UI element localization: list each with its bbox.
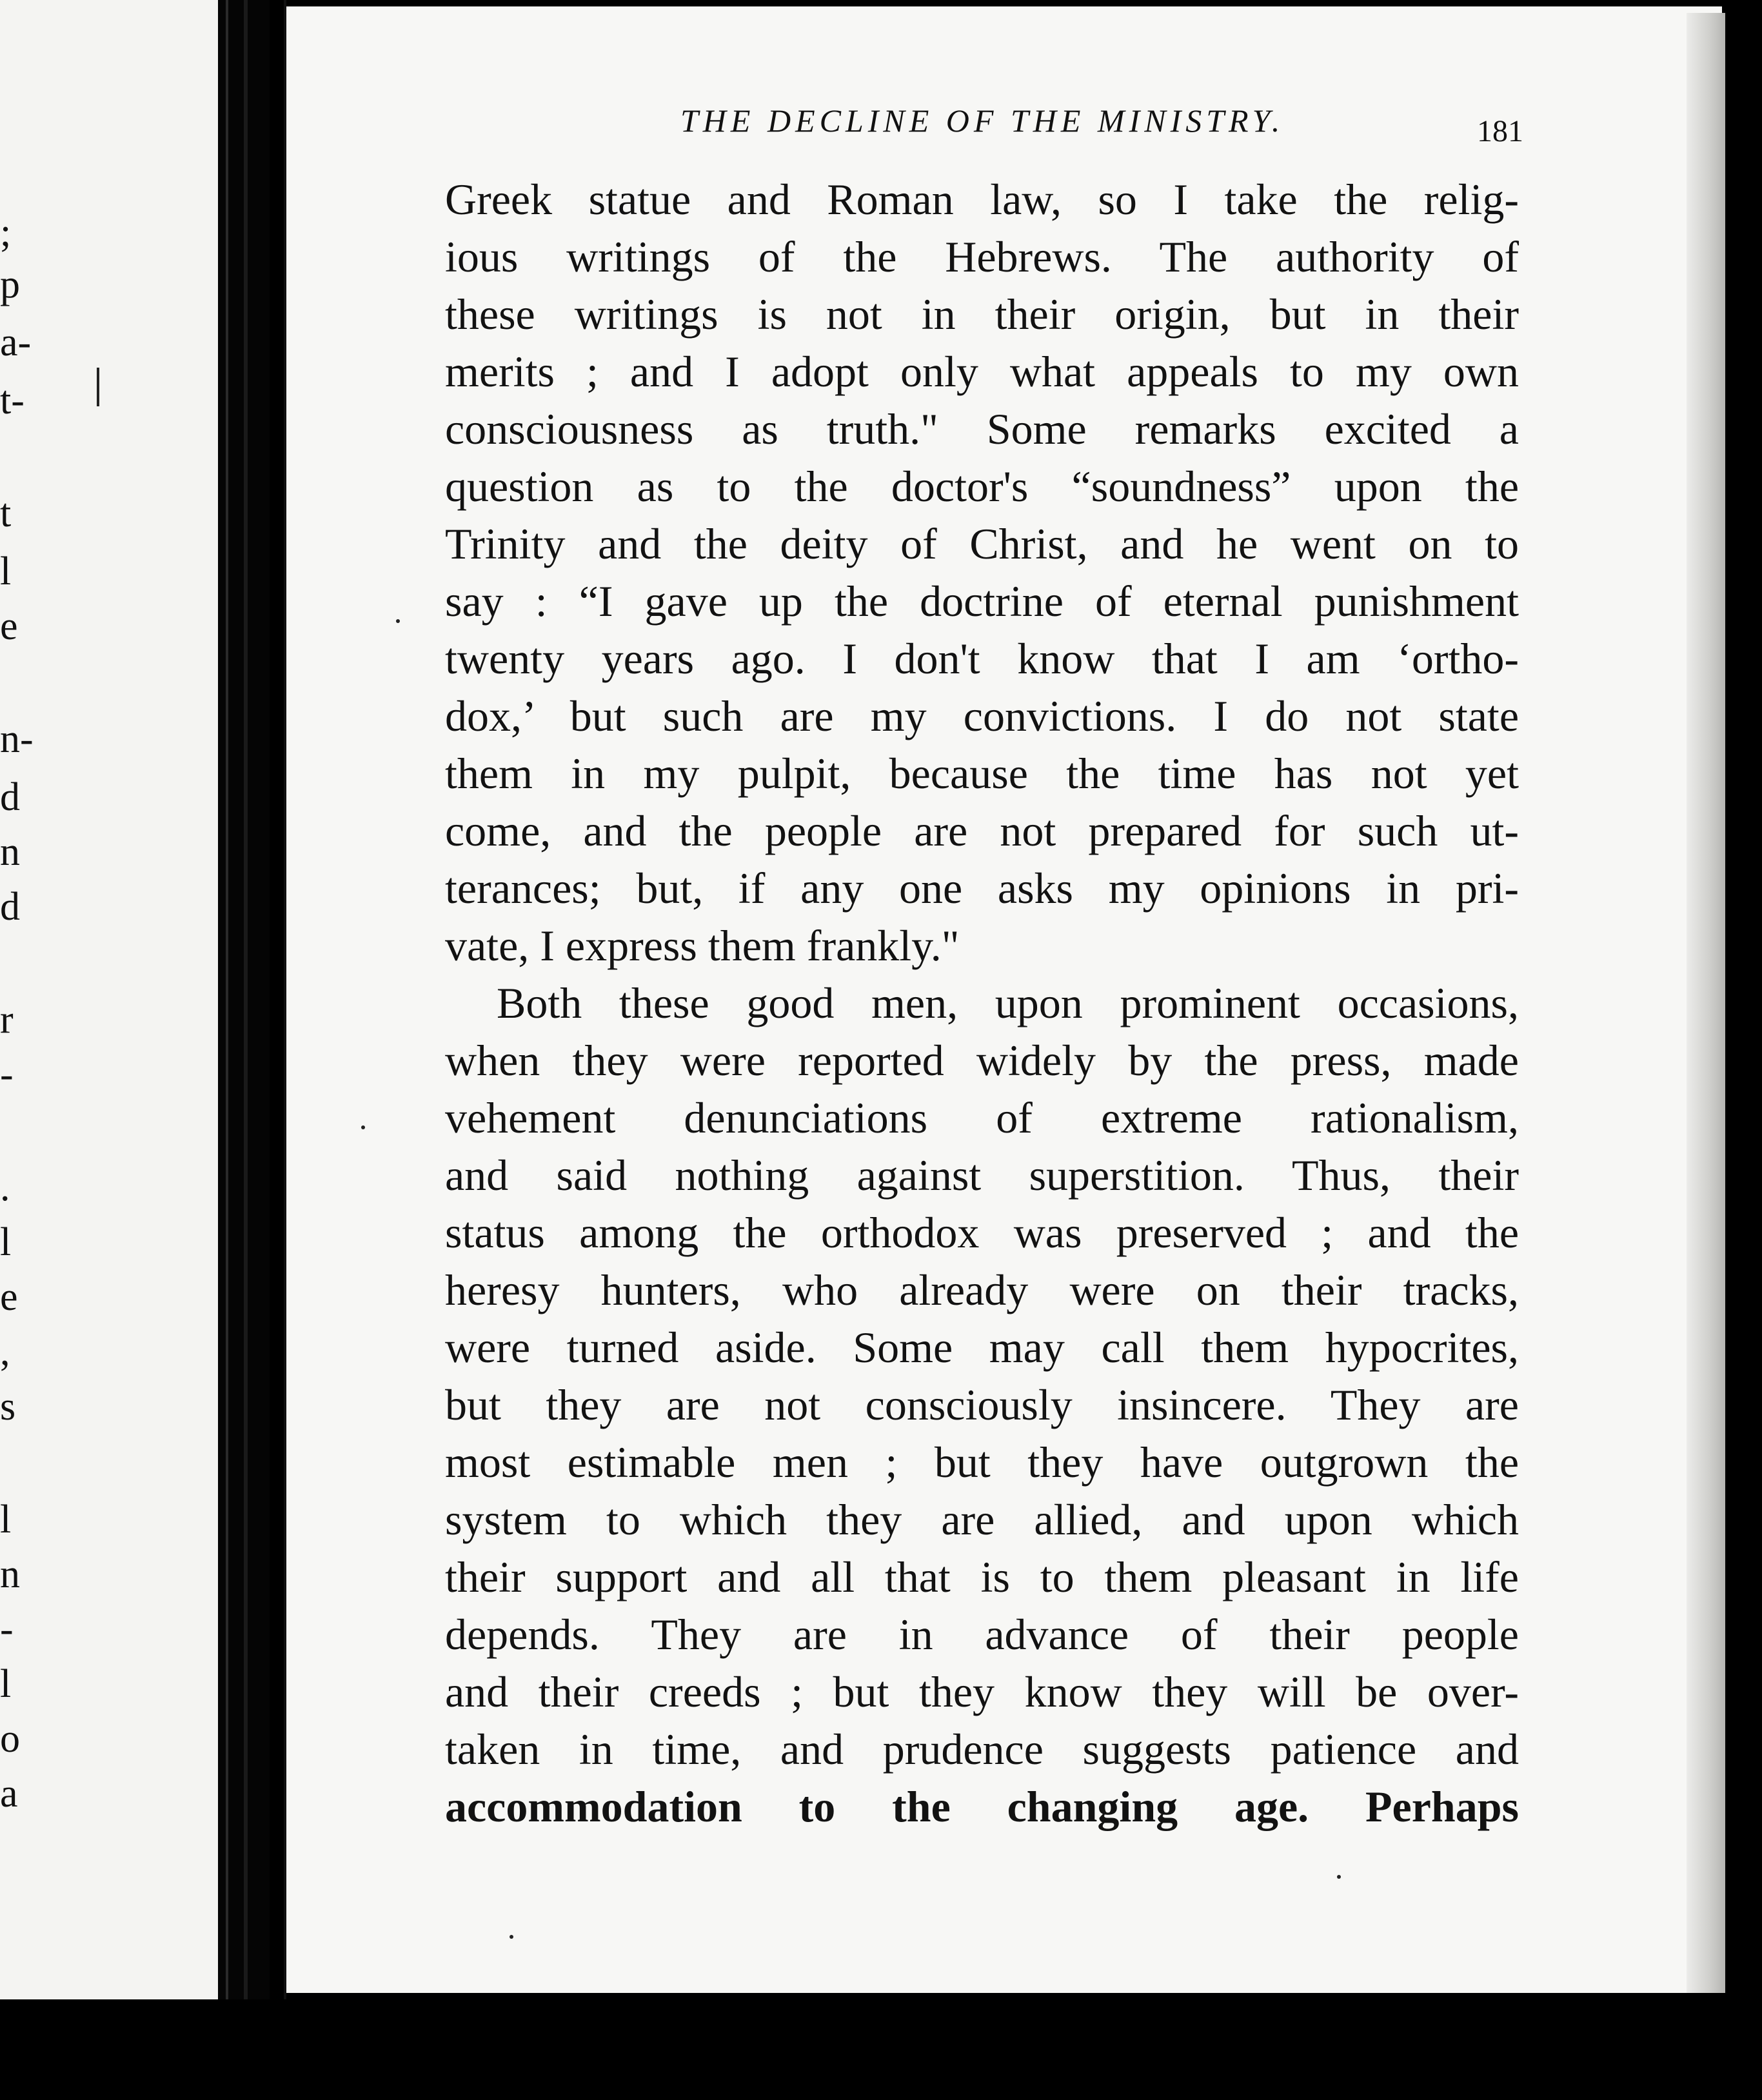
- text-line: and said nothing against superstition. Thus, their: [445, 1151, 1519, 1200]
- binding-line: [244, 0, 248, 2100]
- text-line: Both these good men, upon prominent occasions,: [497, 978, 1519, 1027]
- text-line: system to which they are allied, and upon which: [445, 1495, 1519, 1544]
- fragment: e: [0, 1275, 18, 1319]
- text-line: twenty years ago. I don't know that I am ‘ortho-: [445, 634, 1519, 683]
- fragment: a-: [0, 321, 32, 364]
- text-line: were turned aside. Some may call them hypocrites,: [445, 1323, 1519, 1372]
- text-line: question as to the doctor's “soundness” upon the: [445, 462, 1519, 511]
- ink-speck: [396, 619, 400, 623]
- paragraph-2: [445, 975, 1519, 1836]
- fragment: ,: [0, 1330, 10, 1374]
- fragment: -: [0, 1053, 14, 1096]
- fragment: s: [0, 1385, 16, 1429]
- fragment: a: [0, 1772, 18, 1816]
- fragment: n-: [0, 717, 34, 761]
- fragment: t: [0, 491, 12, 535]
- fragment: .: [0, 1165, 10, 1209]
- text-line: come, and the people are not prepared for such ut-: [445, 806, 1519, 855]
- text-line: accommodation to the changing age. Perhaps: [445, 1782, 1519, 1831]
- ink-speck: [510, 1935, 513, 1939]
- text-line: taken in time, and prudence suggests patience and: [445, 1725, 1519, 1774]
- text-line: say : “I gave up the doctrine of eternal punishment: [445, 577, 1519, 626]
- text-line: most estimable men ; but they have outgrown the: [445, 1438, 1519, 1487]
- fragment: -: [0, 1607, 14, 1651]
- previous-page-fragment: [0, 0, 218, 1999]
- paragraph-1: [445, 171, 1519, 975]
- binding-line: [226, 0, 228, 2100]
- text-line: vate, I express them frankly.": [445, 921, 960, 970]
- body-text: [445, 171, 1519, 1836]
- fragment: l: [0, 1220, 12, 1264]
- fragment: l: [0, 550, 12, 593]
- text-line: but they are not consciously insincere. They are: [445, 1380, 1519, 1429]
- text-line: Greek statue and Roman law, so I take the relig-: [445, 175, 1519, 224]
- text-line: merits ; and I adopt only what appeals to my own: [445, 347, 1519, 396]
- page-inner-edge: [284, 0, 286, 2100]
- fragment: r: [0, 998, 14, 1042]
- page-edge-shadow: [1687, 13, 1725, 1993]
- text-line: heresy hunters, who already were on their tracks,: [445, 1265, 1519, 1314]
- text-line: them in my pulpit, because the time has not yet: [445, 749, 1519, 798]
- fragment: l: [0, 1498, 12, 1541]
- fragment: d: [0, 775, 20, 819]
- text-line: status among the orthodox was preserved ; and the: [445, 1208, 1519, 1257]
- running-head: THE DECLINE OF THE MINISTRY.: [680, 103, 1285, 139]
- text-line: these writings is not in their origin, but in their: [445, 290, 1519, 339]
- fragment: n: [0, 830, 20, 874]
- scan-bottom-border: [0, 1999, 1762, 2100]
- ink-speck: [1337, 1875, 1341, 1879]
- margin-mark: [97, 368, 99, 406]
- fragment: n: [0, 1552, 20, 1596]
- text-line: ious writings of the Hebrews. The authority of: [445, 232, 1519, 281]
- page-number: 181: [1477, 114, 1523, 148]
- fragment: o: [0, 1717, 20, 1761]
- fragment: t-: [0, 379, 25, 422]
- fragment: p: [0, 262, 20, 306]
- text-line: depends. They are in advance of their people: [445, 1610, 1519, 1659]
- text-line: dox,’ but such are my convictions. I do not state: [445, 691, 1519, 740]
- fragment: ;: [0, 211, 12, 255]
- text-line: terances; but, if any one asks my opinions in pri-: [445, 864, 1519, 913]
- text-line: and their creeds ; but they know they will be over-: [445, 1667, 1519, 1716]
- text-line: Trinity and the deity of Christ, and he went on to: [445, 519, 1519, 568]
- fragment: e: [0, 604, 18, 648]
- ink-speck: [361, 1125, 365, 1129]
- text-line: when they were reported widely by the press, made: [445, 1036, 1519, 1085]
- text-line: vehement denunciations of extreme rationalism,: [445, 1093, 1519, 1142]
- text-line: consciousness as truth." Some remarks excited a: [445, 404, 1519, 453]
- fragment: l: [0, 1662, 12, 1706]
- text-line: their support and all that is to them pleasant in life: [445, 1552, 1519, 1601]
- fragment: d: [0, 885, 20, 929]
